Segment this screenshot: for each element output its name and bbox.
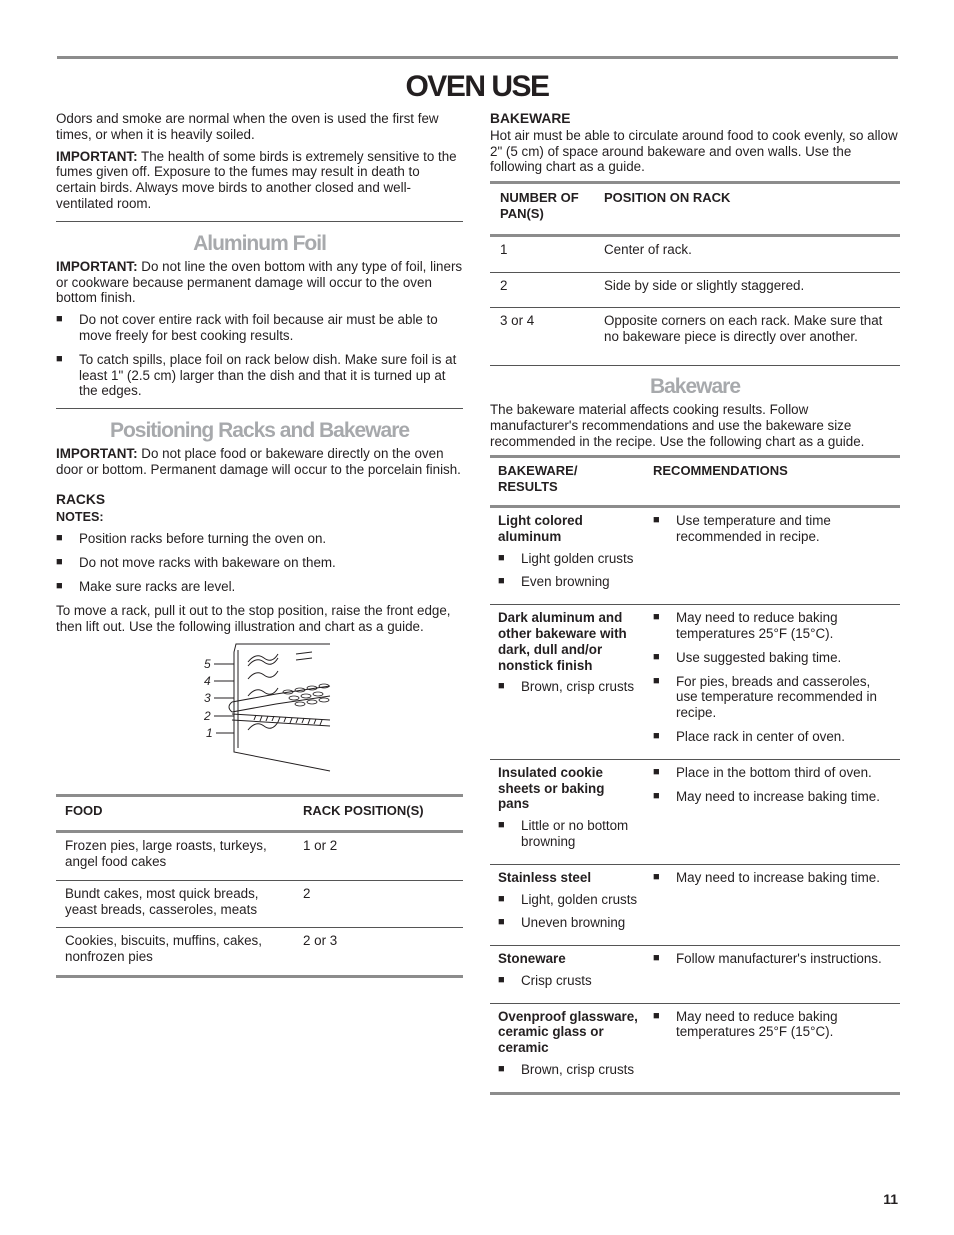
bakeware-recommendations-table (490, 455, 900, 1095)
list-item: ■ To catch spills, place foil on rack below dish. Make sure foil is at least 1" (2.5 cm) larger than the dish and that it is turned up at the edges. (56, 352, 463, 399)
table-header-bakeware-results: BAKEWARE/ RESULTS (490, 457, 645, 507)
oven-racks-illustration (56, 642, 463, 782)
list-item: ■ For pies, breads and casseroles, use temperature recommended in recipe. (653, 674, 893, 721)
table-cell: 2 (294, 880, 463, 928)
table-row (490, 946, 900, 1004)
list-item: ■ Make sure racks are level. (56, 579, 463, 595)
rack-number-label: 2 (204, 709, 211, 724)
list-item: ■ Position racks before turning the oven on. (56, 531, 463, 547)
list-item: ■ Uneven browning (498, 915, 638, 931)
table-row (490, 1003, 900, 1093)
pans-position-table (490, 181, 900, 366)
table-row (490, 308, 900, 366)
top-rule (57, 56, 898, 59)
table-header-row (490, 183, 900, 236)
list-item: ■ May need to increase baking time. (653, 870, 893, 886)
table-cell (645, 946, 900, 1004)
table-cell (490, 1003, 645, 1093)
table-header-row (56, 796, 463, 832)
table-row (490, 272, 900, 308)
list-item: ■ Use temperature and time recommended in recipe. (653, 513, 893, 545)
table-cell: Frozen pies, large roasts, turkeys, angel food cakes (56, 832, 294, 881)
table-cell: 2 (490, 272, 594, 308)
bakeware-name: Stainless steel (498, 869, 592, 885)
table-row (56, 928, 463, 977)
table-cell (645, 506, 900, 604)
list-item: ■ Brown, crisp crusts (498, 679, 638, 695)
aluminum-foil-important: IMPORTANT: Do not line the oven bottom with any type of foil, liners or cookware because permanent damage will occur to the oven bottom finish. (56, 258, 463, 306)
table-cell: Center of rack. (594, 235, 900, 272)
table-cell: Cookies, biscuits, muffins, cakes, nonfrozen pies (65, 933, 262, 965)
list-item: ■ May need to reduce baking temperatures 25°F (15°C). (653, 610, 893, 642)
positioning-title: Positioning Racks and Bakeware (109, 419, 410, 443)
list-item: ■ Do not move racks with bakeware on them. (56, 555, 463, 571)
bakeware-name: Insulated cookie sheets or baking pans (498, 764, 605, 812)
table-header-position-on-rack: POSITION ON RACK (594, 183, 900, 236)
list-item: ■ Light golden crusts (498, 551, 638, 567)
food-rack-table (56, 794, 463, 978)
table-cell: Bundt cakes, most quick breads, yeast breads, casseroles, meats (56, 880, 294, 928)
bakeware-name: Ovenproof glassware, ceramic glass or ceramic (498, 1008, 638, 1056)
table-cell (490, 946, 645, 1004)
rack-illustration (56, 642, 463, 782)
list-item: ■ May need to increase baking time. (653, 789, 893, 805)
rack-number-label: 3 (204, 691, 211, 706)
table-cell (490, 759, 645, 864)
table-row (490, 605, 900, 760)
table-row (56, 832, 463, 881)
table-cell: 1 (490, 235, 594, 272)
move-rack-text: To move a rack, pull it out to the stop position, raise the front edge, then lift out. Use the following illustration and chart as a guide. (56, 602, 451, 634)
divider (56, 408, 463, 409)
list-item: ■ Do not cover entire rack with foil because air must be able to move freely for best cooking results. (56, 312, 463, 344)
table-cell (645, 1003, 900, 1093)
rack-number-label: 4 (204, 674, 211, 689)
table-row (56, 880, 463, 928)
table-header-row (490, 457, 900, 507)
aluminum-foil-title: Aluminum Foil (193, 231, 326, 255)
table-cell: Opposite corners on each rack. Make sure that no bakeware piece is directly over another. (604, 313, 883, 345)
intro-important: IMPORTANT: The health of some birds is extremely sensitive to the fumes given off. Exposure to the fumes may result in death to certain birds. Always move birds to another closed and well-ventilated room. (56, 148, 457, 211)
aluminum-foil-list (56, 312, 463, 399)
list-item: ■ Follow manufacturer's instructions. (653, 951, 893, 967)
bakeware-spacing-heading: BAKEWARE (490, 111, 571, 126)
bakeware-title: Bakeware (649, 374, 741, 398)
rack-number-label: 1 (206, 726, 213, 741)
table-cell (490, 605, 645, 760)
list-item: ■ Place rack in center of oven. (653, 729, 893, 745)
notes-list (56, 531, 463, 594)
list-item: ■ Little or no bottom browning (498, 818, 638, 850)
table-cell (645, 864, 900, 945)
bakeware-name: Stoneware (498, 951, 566, 967)
table-header-food: FOOD (56, 796, 294, 832)
notes-label: NOTES: (56, 509, 104, 524)
bakeware-name: Dark aluminum and other bakeware with dark, dull and/or nonstick finish (498, 610, 627, 673)
table-cell (645, 605, 900, 760)
bakeware-text: The bakeware material affects cooking results. Follow manufacturer's recommendations and use the bakeware size recommended in the recipe. Use the following chart as a guide. (490, 401, 865, 449)
table-row (490, 506, 900, 604)
racks-heading: RACKS (56, 491, 106, 507)
list-item: ■ Brown, crisp crusts (498, 1062, 638, 1078)
list-item: ■ Use suggested baking time. (653, 650, 893, 666)
table-cell (490, 864, 645, 945)
intro-odors: Odors and smoke are normal when the oven is used the first few times, or when it is heavily soiled. (56, 111, 439, 142)
list-item: ■ Place in the bottom third of oven. (653, 765, 893, 781)
bakeware-name: Light colored aluminum (498, 512, 583, 544)
right-column (490, 111, 900, 1095)
positioning-important: IMPORTANT: Do not place food or bakeware directly on the oven door or bottom. Permanent damage will occur to the porcelain finish. (56, 446, 461, 477)
bakeware-spacing-text: Hot air must be able to circulate around food to cook evenly, so allow 2" (5 cm) of space around bakeware and oven walls. Use the following chart as a guide. (490, 127, 898, 175)
table-header-recommendations: RECOMMENDATIONS (645, 457, 900, 507)
page-number: 11 (883, 1191, 898, 1207)
table-cell: 2 or 3 (303, 933, 338, 949)
table-cell (645, 759, 900, 864)
list-item: ■ May need to reduce baking temperatures 25°F (15°C). (653, 1009, 893, 1041)
list-item: ■ Light, golden crusts (498, 892, 638, 908)
table-row (490, 759, 900, 864)
table-header-number-of-pans: NUMBER OF PAN(S) (490, 183, 594, 236)
table-cell: 3 or 4 (500, 313, 535, 329)
list-item: ■ Even browning (498, 574, 638, 590)
left-column (56, 111, 463, 978)
table-row (490, 235, 900, 272)
table-cell: 1 or 2 (294, 832, 463, 881)
table-cell (490, 506, 645, 604)
divider (56, 221, 463, 222)
page-title: OVEN USE (405, 70, 549, 103)
table-row (490, 864, 900, 945)
table-cell: Side by side or slightly staggered. (594, 272, 900, 308)
rack-number-label: 5 (204, 657, 211, 672)
table-header-rack-position: RACK POSITION(S) (294, 796, 463, 832)
list-item: ■ Crisp crusts (498, 973, 638, 989)
